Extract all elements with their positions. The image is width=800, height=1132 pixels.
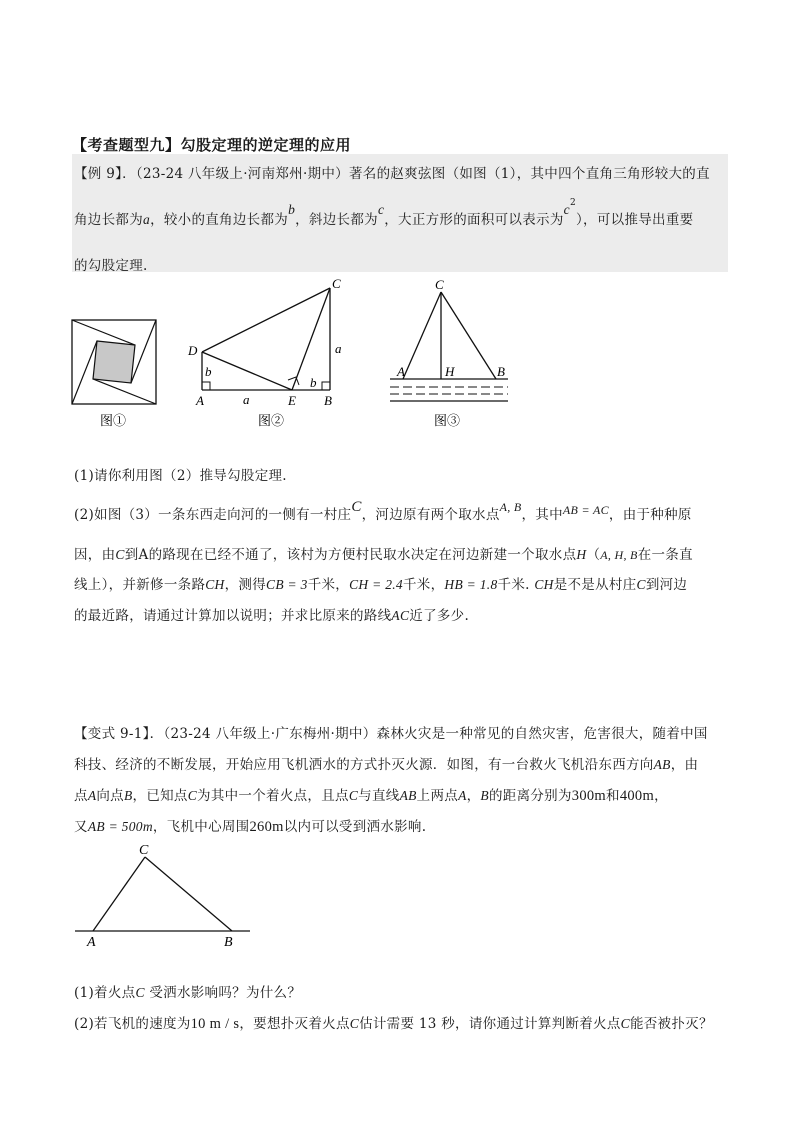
variant-9-1-line-4: 又AB = 500m，飞机中心周围260m以内可以受到洒水影响. bbox=[74, 819, 427, 835]
figure-2-caption: 图② bbox=[258, 413, 285, 428]
fig3-label-C: C bbox=[435, 277, 444, 292]
fig2-label-D: D bbox=[188, 343, 198, 358]
figure-3-caption: 图③ bbox=[434, 413, 461, 428]
variant-9-1-line-2: 科技、经济的不断发展，开始应用飞机洒水的方式扑灭火源．如图，有一台救火飞机沿东西方向AB，由 bbox=[74, 757, 699, 773]
fig3-label-H: H bbox=[445, 364, 455, 379]
fig2-label-A: A bbox=[196, 393, 204, 408]
example-9-line-1: 【例 9】．（23-24 八年级上·河南郑州·期中）著名的赵爽弦图（如图（1），其中四个直角三角形较大的直 bbox=[74, 166, 710, 182]
question-2-line-1: (2)如图（3）一条东西走向河的一侧有一村庄C，河边原有两个取水点A, B，其中AB = AC，由于种种原 bbox=[74, 499, 692, 523]
variant-label-C: C bbox=[139, 843, 149, 858]
question-2-line-3: 线上），并新修一条路CH，测得CB = 3千米，CH = 2.4千米，HB = 1.8千米. CH是不是从村庄C到河边 bbox=[74, 577, 688, 593]
fig2-label-b-left: b bbox=[205, 364, 212, 379]
figure-1-caption: 图① bbox=[100, 413, 127, 428]
variant-label-B: B bbox=[224, 935, 233, 950]
fig3-label-B: B bbox=[497, 364, 505, 379]
fig2-label-a-right: a bbox=[335, 341, 342, 356]
variant-question-1: (1)着火点C 受洒水影响吗？为什么？ bbox=[74, 985, 302, 1001]
example-9-line-3: 的勾股定理. bbox=[74, 258, 148, 274]
fig2-label-B: B bbox=[324, 393, 332, 408]
fig2-label-E: E bbox=[288, 393, 296, 408]
question-1: (1)请你利用图（2）推导勾股定理. bbox=[74, 468, 287, 484]
variant-9-1-line-1: 【变式 9-1】．（23-24 八年级上·广东梅州·期中）森林火灾是一种常见的自然灾害，危害很大，随着中国 bbox=[74, 726, 708, 742]
figure-3-river bbox=[390, 292, 508, 401]
fig2-label-a-bottom: a bbox=[243, 392, 250, 407]
example-9-figures bbox=[60, 275, 530, 435]
variant-label-A: A bbox=[87, 935, 96, 950]
fig3-label-A: A bbox=[397, 364, 405, 379]
fig2-label-C: C bbox=[332, 276, 341, 291]
question-2-line-2: 因，由C到A的路现在已经不通了，该村为方便村民取水决定在河边新建一个取水点H（A, H, B在一条直 bbox=[74, 547, 693, 563]
variant-figure-triangle bbox=[70, 838, 270, 953]
variant-question-2: (2)若飞机的速度为10 m / s，要想扑灭着火点C估计需要 13 秒，请你通过计算判断着火点C能否被扑灭？ bbox=[74, 1016, 713, 1032]
question-2-line-4: 的最近路，请通过计算加以说明；并求比原来的路线AC近了多少. bbox=[74, 608, 470, 624]
example-9-line-2: 角边长都为a，较小的直角边长都为b，斜边长都为c，大正方形的面积可以表示为$c^2$），可以推导出重要 bbox=[74, 197, 694, 228]
fig2-label-b-right: b bbox=[310, 375, 317, 390]
section-title: 【考查题型九】勾股定理的逆定理的应用 bbox=[72, 136, 352, 154]
figure-1-zhao-shuang-diagram bbox=[72, 320, 156, 404]
variant-9-1-line-3: 点A向点B，已知点C为其中一个着火点，且点C与直线AB上两点A，B的距离分别为300m和400m， bbox=[74, 788, 668, 804]
